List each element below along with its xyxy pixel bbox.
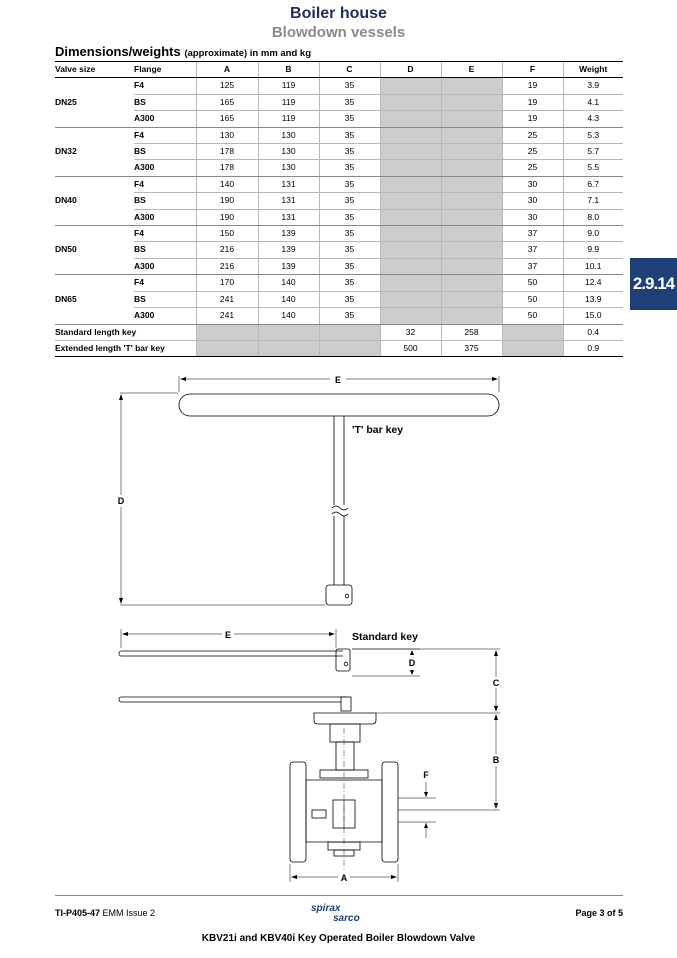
table-cell: 15.0	[563, 308, 623, 324]
flange-cell: A300	[134, 258, 196, 274]
col-header: Valve size	[55, 62, 134, 78]
table-cell	[55, 78, 134, 94]
empty-cell	[196, 324, 258, 340]
table-cell: 25	[502, 160, 563, 176]
table-cell: 32	[380, 324, 441, 340]
table-cell	[55, 111, 134, 127]
table-row	[55, 78, 623, 94]
table-cell: 190	[196, 209, 258, 225]
flange-cell: F4	[134, 226, 196, 242]
table-cell: 178	[196, 160, 258, 176]
col-header: Weight	[563, 62, 623, 78]
empty-cell	[441, 258, 502, 274]
valve-flange-left	[290, 762, 306, 862]
col-header: D	[380, 62, 441, 78]
break-mark	[332, 512, 348, 516]
table-cell: 119	[258, 111, 319, 127]
flange-cell: F4	[134, 127, 196, 143]
flange-cell: A300	[134, 111, 196, 127]
doc-issue: EMM Issue 2	[102, 908, 156, 918]
table-cell: 9.0	[563, 226, 623, 242]
col-header: A	[196, 62, 258, 78]
table-cell: 9.9	[563, 242, 623, 258]
empty-cell	[380, 176, 441, 192]
empty-cell	[441, 127, 502, 143]
table-cell: 35	[319, 94, 380, 110]
t-bar-handle	[179, 394, 499, 416]
table-cell: 8.0	[563, 209, 623, 225]
table-cell: 130	[258, 127, 319, 143]
standard-key-drawing	[119, 629, 420, 676]
table-cell: 35	[319, 275, 380, 291]
standard-key-socket	[336, 649, 350, 671]
table-cell	[55, 226, 134, 242]
valve-size-cell: DN25	[55, 96, 77, 107]
table-cell: 241	[196, 308, 258, 324]
t-bar-key-drawing	[118, 375, 499, 605]
dim-c-label: C	[492, 678, 500, 688]
empty-cell	[441, 193, 502, 209]
table-cell: 139	[258, 226, 319, 242]
empty-cell	[258, 340, 319, 356]
table-cell: 7.1	[563, 193, 623, 209]
table-cell: 37	[502, 242, 563, 258]
table-row	[55, 160, 623, 176]
col-header: Flange	[134, 62, 196, 78]
table-cell: 30	[502, 209, 563, 225]
table-cell: 35	[319, 258, 380, 274]
table-cell: 50	[502, 308, 563, 324]
standard-key-label: Standard key	[352, 631, 418, 643]
table-cell: 37	[502, 258, 563, 274]
break-mark	[332, 506, 348, 510]
flange-cell: A300	[134, 160, 196, 176]
table-cell	[55, 176, 134, 192]
col-header: F	[502, 62, 563, 78]
table-cell: 35	[319, 209, 380, 225]
table-cell: 25	[502, 127, 563, 143]
table-cell: 140	[258, 275, 319, 291]
doc-ref-code: TI-P405-47	[55, 908, 101, 918]
valve-stem	[336, 742, 354, 770]
doc-reference	[55, 908, 155, 918]
table-cell: 131	[258, 193, 319, 209]
product-title: KBV21i and KBV40i Key Operated Boiler Blowdown Valve	[201, 933, 476, 944]
valve-flange-right	[382, 762, 398, 862]
empty-cell	[380, 275, 441, 291]
table-cell: 130	[258, 160, 319, 176]
empty-cell	[380, 308, 441, 324]
table-row	[55, 258, 623, 274]
table-cell: 50	[502, 275, 563, 291]
valve-size-cell: DN50	[55, 244, 77, 255]
table-cell: 35	[319, 160, 380, 176]
empty-cell	[380, 242, 441, 258]
table-cell: 165	[196, 94, 258, 110]
flange-cell: A300	[134, 209, 196, 225]
table-row	[55, 127, 623, 143]
table-cell: 178	[196, 144, 258, 160]
spirax-sarco-logo	[303, 903, 383, 929]
dim-b-label: B	[492, 755, 500, 765]
table-cell: 258	[441, 324, 502, 340]
pin-hole	[345, 594, 349, 598]
table-cell: 216	[196, 258, 258, 274]
empty-cell	[380, 209, 441, 225]
table-row	[55, 324, 623, 340]
table-row	[55, 144, 623, 160]
table-cell: 165	[196, 111, 258, 127]
table-cell: 30	[502, 193, 563, 209]
empty-cell	[441, 308, 502, 324]
fitted-key-bar	[119, 697, 347, 702]
table-row	[55, 193, 623, 209]
table-cell	[55, 209, 134, 225]
empty-cell	[258, 324, 319, 340]
table-cell: 12.4	[563, 275, 623, 291]
valve-nameplate	[312, 810, 326, 818]
valve-size-cell: DN40	[55, 195, 77, 206]
section-tab: 2.9.14	[630, 258, 677, 310]
table-cell: 35	[319, 226, 380, 242]
dim-e-label: E	[224, 630, 232, 640]
empty-cell	[441, 160, 502, 176]
valve-cap	[314, 713, 376, 724]
empty-cell	[441, 291, 502, 307]
table-cell: 139	[258, 242, 319, 258]
empty-cell	[441, 94, 502, 110]
section-note: (approximate) in mm and kg	[184, 48, 312, 59]
key-dimension-drawing	[0, 360, 677, 890]
flange-cell: F4	[134, 78, 196, 94]
empty-cell	[319, 340, 380, 356]
logo-word-spirax: spirax	[311, 903, 341, 914]
table-cell: 241	[196, 291, 258, 307]
table-cell: 500	[380, 340, 441, 356]
table-cell: 0.4	[563, 324, 623, 340]
table-cell: 150	[196, 226, 258, 242]
empty-cell	[380, 226, 441, 242]
table-cell: 25	[502, 144, 563, 160]
valve-size-cell: DN32	[55, 146, 77, 157]
empty-cell	[441, 226, 502, 242]
flange-cell: BS	[134, 193, 196, 209]
empty-cell	[441, 176, 502, 192]
table-row	[55, 209, 623, 225]
empty-cell	[441, 78, 502, 94]
fitted-key-socket	[341, 697, 351, 711]
table-cell: 119	[258, 94, 319, 110]
flange-cell: BS	[134, 291, 196, 307]
table-cell	[55, 308, 134, 324]
table-cell: 35	[319, 111, 380, 127]
table-row	[55, 308, 623, 324]
table-cell: 35	[319, 127, 380, 143]
table-cell: 35	[319, 144, 380, 160]
table-row	[55, 176, 623, 192]
page-title: Boiler house	[290, 5, 387, 22]
key-label-cell: Standard length key	[55, 324, 196, 340]
dimensions-table	[55, 61, 623, 357]
table-cell: 125	[196, 78, 258, 94]
table-row	[55, 111, 623, 127]
table-cell: 5.5	[563, 160, 623, 176]
table-cell: 4.3	[563, 111, 623, 127]
flange-cell: BS	[134, 144, 196, 160]
empty-cell	[441, 242, 502, 258]
standard-key-bar	[119, 651, 343, 656]
table-cell: 6.7	[563, 176, 623, 192]
empty-cell	[380, 160, 441, 176]
table-cell: 13.9	[563, 291, 623, 307]
empty-cell	[380, 291, 441, 307]
flange-cell: F4	[134, 275, 196, 291]
table-cell: 30	[502, 176, 563, 192]
table-row	[55, 275, 623, 291]
page-number: Page 3 of 5	[575, 908, 623, 918]
empty-cell	[441, 144, 502, 160]
dim-a-label: A	[340, 873, 348, 883]
table-cell: 10.1	[563, 258, 623, 274]
table-cell: 140	[258, 308, 319, 324]
table-row	[55, 340, 623, 356]
empty-cell	[319, 324, 380, 340]
empty-cell	[380, 78, 441, 94]
col-header: C	[319, 62, 380, 78]
empty-cell	[196, 340, 258, 356]
empty-cell	[380, 111, 441, 127]
table-cell: 35	[319, 176, 380, 192]
table-cell: 130	[258, 144, 319, 160]
dim-f-label: F	[423, 770, 429, 780]
flange-cell: BS	[134, 94, 196, 110]
table-row	[55, 226, 623, 242]
flange-cell: A300	[134, 308, 196, 324]
dim-e-label: E	[334, 375, 342, 385]
key-label-cell: Extended length 'T' bar key	[55, 340, 196, 356]
table-cell: 35	[319, 308, 380, 324]
empty-cell	[380, 193, 441, 209]
table-cell: 131	[258, 209, 319, 225]
flange-cell: BS	[134, 242, 196, 258]
table-cell: 5.7	[563, 144, 623, 160]
table-cell: 375	[441, 340, 502, 356]
table-cell: 130	[196, 127, 258, 143]
table-cell: 50	[502, 291, 563, 307]
flange-cell: F4	[134, 176, 196, 192]
table-cell: 19	[502, 78, 563, 94]
table-cell: 35	[319, 242, 380, 258]
table-cell: 35	[319, 193, 380, 209]
dim-d-label: D	[408, 658, 416, 668]
empty-cell	[441, 209, 502, 225]
table-cell: 0.9	[563, 340, 623, 356]
section-title	[55, 44, 311, 59]
table-cell: 216	[196, 242, 258, 258]
table-cell: 119	[258, 78, 319, 94]
section-title-text: Dimensions/weights	[55, 44, 181, 59]
col-header: E	[441, 62, 502, 78]
empty-cell	[441, 111, 502, 127]
table-cell	[55, 275, 134, 291]
table-cell	[55, 258, 134, 274]
table-cell: 3.9	[563, 78, 623, 94]
t-bar-key-label: 'T' bar key	[352, 424, 404, 436]
table-cell: 5.3	[563, 127, 623, 143]
table-cell: 4.1	[563, 94, 623, 110]
col-header: B	[258, 62, 319, 78]
empty-cell	[502, 340, 563, 356]
table-cell: 37	[502, 226, 563, 242]
empty-cell	[380, 258, 441, 274]
table-cell: 139	[258, 258, 319, 274]
table-cell: 19	[502, 111, 563, 127]
footer-rule	[55, 895, 623, 896]
table-cell: 140	[258, 291, 319, 307]
table-cell: 190	[196, 193, 258, 209]
table-cell: 35	[319, 78, 380, 94]
empty-cell	[441, 275, 502, 291]
dim-d-label: D	[117, 496, 125, 506]
valve-size-cell: DN65	[55, 293, 77, 304]
pin-hole	[344, 662, 348, 666]
table-row	[55, 94, 623, 110]
valve-drawing	[119, 649, 500, 883]
valve-bonnet	[330, 724, 360, 742]
empty-cell	[380, 127, 441, 143]
table-cell: 170	[196, 275, 258, 291]
table-cell: 35	[319, 291, 380, 307]
table-header-row	[55, 62, 623, 78]
table-cell: 140	[196, 176, 258, 192]
empty-cell	[380, 144, 441, 160]
table-row	[55, 242, 623, 258]
page-subtitle: Blowdown vessels	[271, 24, 406, 41]
table-cell	[55, 127, 134, 143]
empty-cell	[380, 94, 441, 110]
table-cell: 131	[258, 176, 319, 192]
empty-cell	[502, 324, 563, 340]
table-row	[55, 291, 623, 307]
table-cell: 19	[502, 94, 563, 110]
logo-word-sarco: sarco	[333, 913, 360, 924]
table-cell	[55, 160, 134, 176]
